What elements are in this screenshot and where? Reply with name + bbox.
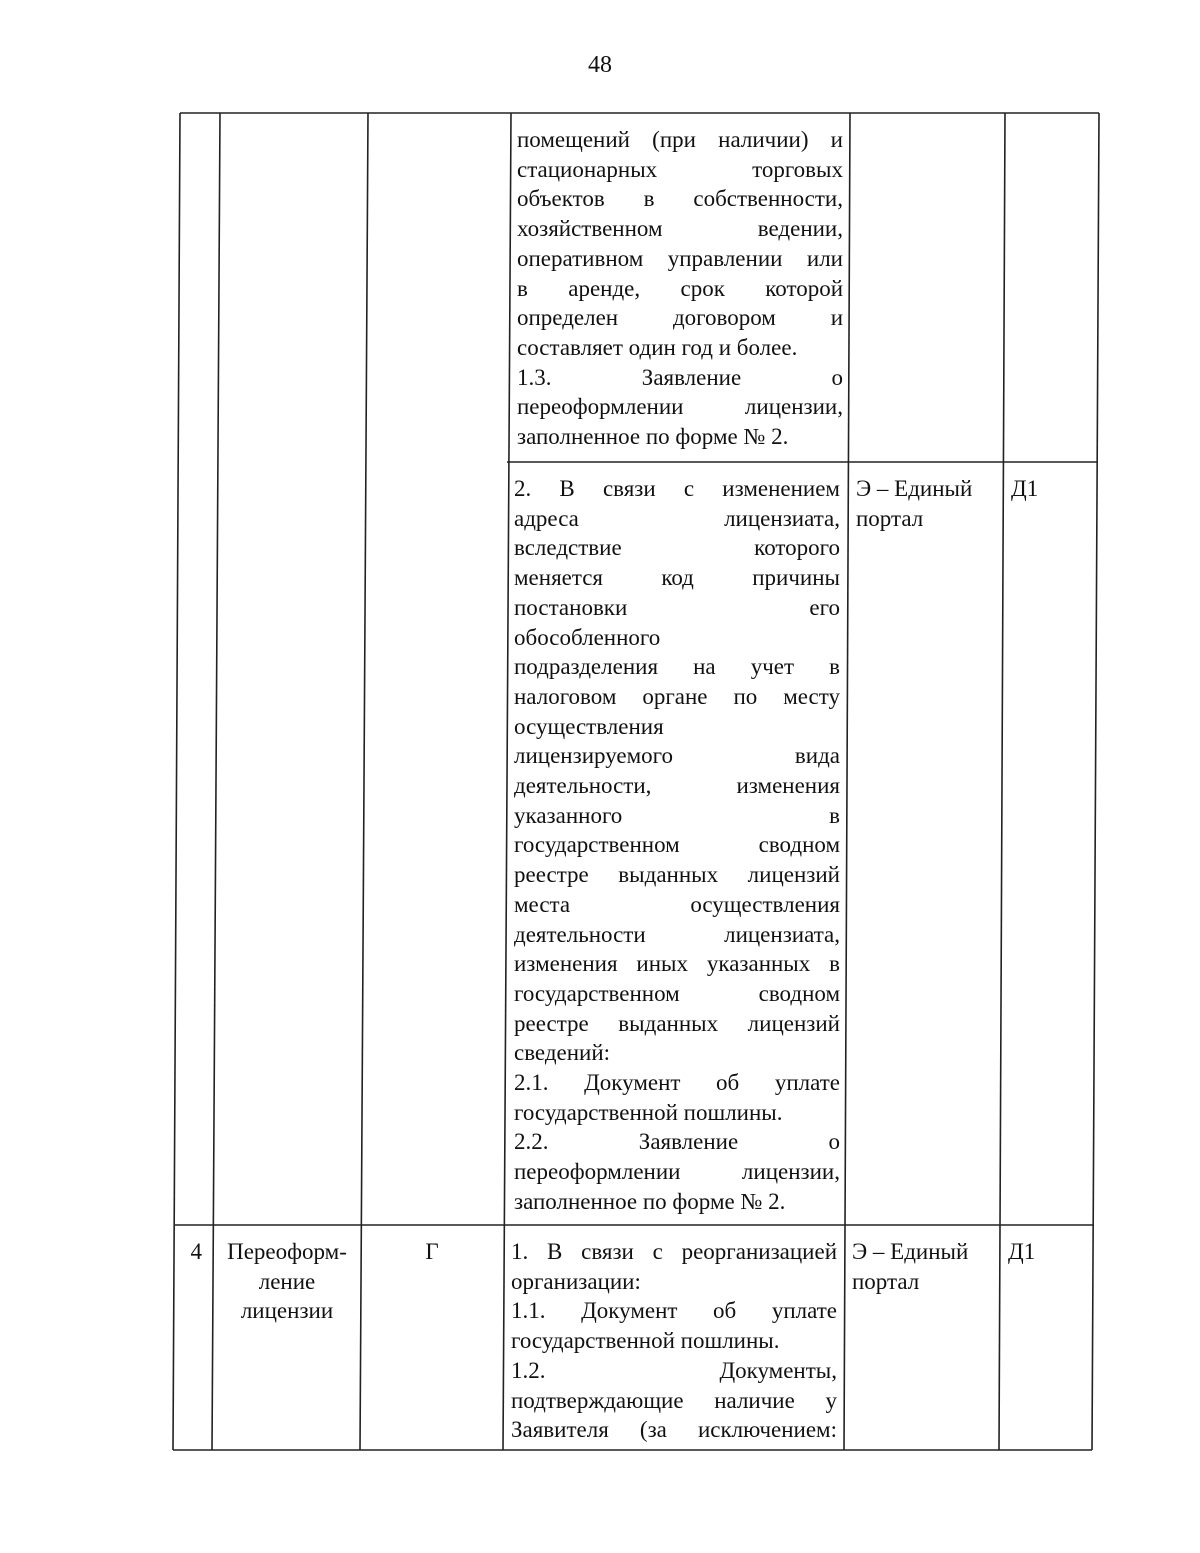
- text-line: заполненное по форме № 2.: [514, 1188, 786, 1214]
- service-name: Переоформ- ление лицензии: [227, 1239, 347, 1324]
- text-line: государственном сводном: [514, 832, 840, 858]
- requirements-cell-row-c: [511, 1237, 837, 1445]
- text-line: в аренде, срок которой: [517, 275, 843, 301]
- text-line: государственной пошлины.: [514, 1099, 783, 1125]
- text-line: меняется код причины: [514, 565, 840, 591]
- submission-method-row-b: Э – Единый портал: [856, 476, 973, 531]
- text-line: определен договором и: [517, 305, 843, 331]
- text-line: 1.2. Документы,: [511, 1357, 837, 1383]
- text-line: 2.2. Заявление о: [514, 1129, 840, 1155]
- text-line: заполненное по форме № 2.: [517, 424, 789, 450]
- text-line: 1.3. Заявление о: [517, 364, 843, 390]
- text-line: Заявителя (за исключением:: [511, 1417, 837, 1443]
- text-line: подтверждающие наличие у: [511, 1387, 837, 1413]
- text-line: стационарных торговых: [517, 156, 843, 182]
- text-line: вследствие которого: [514, 535, 840, 561]
- text-line: осуществления: [514, 713, 664, 739]
- text-line: 1. В связи с реорганизацией: [511, 1239, 837, 1264]
- submission-method-row-c: Э – Единый портал: [852, 1239, 969, 1294]
- page-number: 48: [588, 52, 612, 78]
- text-line: 2. В связи с изменением: [514, 476, 840, 501]
- text-line: места осуществления: [514, 891, 840, 917]
- requirements-cell-row-a: [517, 125, 843, 452]
- text-line: помещений (при наличии) и: [517, 127, 843, 152]
- text-line: 2.1. Документ об уплате: [514, 1070, 840, 1096]
- text-line: реестре выданных лицензий: [514, 1010, 840, 1036]
- text-line: объектов в собственности,: [517, 186, 843, 212]
- requirements-cell-row-b: [514, 474, 840, 1217]
- document-code-row-b: Д1: [1011, 476, 1039, 501]
- text-line: постановки его: [514, 594, 840, 620]
- text-line: 1.1. Документ об уплате: [511, 1298, 837, 1324]
- text-line: деятельности, изменения: [514, 773, 840, 799]
- text-line: деятельности лицензиата,: [514, 921, 840, 947]
- text-line: подразделения на учет в: [514, 654, 840, 680]
- text-line: адреса лицензиата,: [514, 505, 840, 531]
- text-line: государственном сводном: [514, 980, 840, 1006]
- text-line: указанного в: [514, 802, 840, 828]
- text-line: составляет один год и более.: [517, 334, 798, 360]
- document-code-row-c: Д1: [1008, 1239, 1036, 1264]
- text-line: реестре выданных лицензий: [514, 862, 840, 888]
- text-line: сведений:: [514, 1040, 611, 1066]
- text-line: лицензируемого вида: [514, 743, 840, 769]
- text-line: налоговом органе по месту: [514, 683, 840, 709]
- text-line: изменения иных указанных в: [514, 951, 840, 977]
- category-cell: Г: [425, 1239, 439, 1264]
- text-line: хозяйственном ведении,: [517, 216, 843, 242]
- text-line: организации:: [511, 1268, 641, 1294]
- text-line: государственной пошлины.: [511, 1328, 780, 1354]
- text-line: обособленного: [514, 624, 661, 650]
- text-line: оперативном управлении или: [517, 245, 843, 271]
- text-line: переоформлении лицензии,: [514, 1159, 840, 1185]
- row-number: 4: [190, 1239, 202, 1264]
- text-line: переоформлении лицензии,: [517, 394, 843, 420]
